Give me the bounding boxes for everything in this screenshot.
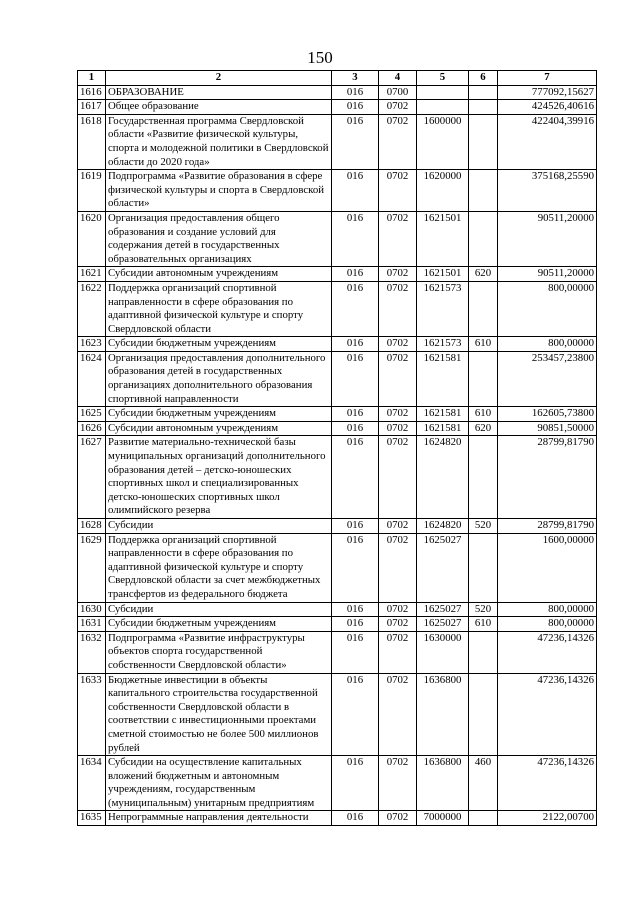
row-code-6 <box>469 533 498 602</box>
row-amount: 424526,40616 <box>498 100 597 115</box>
table-row <box>78 337 597 352</box>
column-header: 2 <box>106 71 332 86</box>
row-name: Государственная программа Свердловской области «Развитие физической культуры, спорта и молодежной политики в Свердловской области до 2020 года» <box>106 114 332 169</box>
row-amount: 47236,14326 <box>498 631 597 673</box>
row-code-4: 0702 <box>379 114 417 169</box>
row-code-5: 1636800 <box>417 756 469 811</box>
row-code-5: 1630000 <box>417 631 469 673</box>
table-row <box>78 519 597 534</box>
column-header: 4 <box>379 71 417 86</box>
row-code-5: 1621573 <box>417 281 469 336</box>
row-code-6 <box>469 281 498 336</box>
row-name: Поддержка организаций спортивной направленности в сфере образования по адаптивной физической культуре и спорту Свердловской области <box>106 281 332 336</box>
row-number: 1633 <box>78 673 106 756</box>
row-code-4: 0702 <box>379 267 417 282</box>
row-name: Организация предоставления дополнительного образования детей в государственных организациях дополнительного образования спортивной направленности <box>106 351 332 406</box>
row-name: Бюджетные инвестиции в объекты капитального строительства государственной собственности Свердловской области в соответствии с инвестиционными проектами сметной стоимостью не более 500 миллионов рублей <box>106 673 332 756</box>
row-number: 1619 <box>78 170 106 212</box>
row-code-5: 1621573 <box>417 337 469 352</box>
row-code-3: 016 <box>332 337 379 352</box>
row-amount: 90511,20000 <box>498 267 597 282</box>
column-header: 7 <box>498 71 597 86</box>
row-code-4: 0702 <box>379 519 417 534</box>
row-code-3: 016 <box>332 617 379 632</box>
row-code-5: 1621501 <box>417 211 469 266</box>
row-code-5: 1625027 <box>417 602 469 617</box>
row-code-5: 1620000 <box>417 170 469 212</box>
row-number: 1618 <box>78 114 106 169</box>
row-code-6: 620 <box>469 421 498 436</box>
row-amount: 47236,14326 <box>498 756 597 811</box>
row-code-3: 016 <box>332 114 379 169</box>
row-code-6: 620 <box>469 267 498 282</box>
row-code-4: 0702 <box>379 811 417 826</box>
row-code-3: 016 <box>332 602 379 617</box>
row-code-6 <box>469 631 498 673</box>
row-code-3: 016 <box>332 281 379 336</box>
row-code-5: 7000000 <box>417 811 469 826</box>
row-name: Субсидии <box>106 519 332 534</box>
row-amount: 28799,81790 <box>498 436 597 519</box>
budget-table <box>77 70 597 826</box>
row-name: Развитие материально-технической базы муниципальных организаций дополнительного образования детей – детско-юношеских спортивных школ и специализированных детско-юношеских спортивных школ олимпийского резерва <box>106 436 332 519</box>
row-code-4: 0702 <box>379 281 417 336</box>
row-amount: 800,00000 <box>498 337 597 352</box>
row-amount: 800,00000 <box>498 602 597 617</box>
row-code-4: 0702 <box>379 337 417 352</box>
row-number: 1629 <box>78 533 106 602</box>
row-name: Субсидии <box>106 602 332 617</box>
table-row <box>78 85 597 100</box>
row-name: Организация предоставления общего образования и создание условий для содержания детей в государственных образовательных организациях <box>106 211 332 266</box>
row-number: 1632 <box>78 631 106 673</box>
row-number: 1634 <box>78 756 106 811</box>
row-code-5: 1621581 <box>417 421 469 436</box>
row-code-6 <box>469 811 498 826</box>
table-row <box>78 421 597 436</box>
row-number: 1616 <box>78 85 106 100</box>
row-amount: 777092,15627 <box>498 85 597 100</box>
row-number: 1625 <box>78 407 106 422</box>
row-code-4: 0702 <box>379 436 417 519</box>
column-header: 6 <box>469 71 498 86</box>
row-code-6 <box>469 351 498 406</box>
row-code-4: 0702 <box>379 407 417 422</box>
row-name: Общее образование <box>106 100 332 115</box>
row-code-3: 016 <box>332 211 379 266</box>
row-number: 1627 <box>78 436 106 519</box>
row-code-5: 1625027 <box>417 533 469 602</box>
row-amount: 253457,23800 <box>498 351 597 406</box>
row-name: Подпрограмма «Развитие образования в сфере физической культуры и спорта в Свердловской области» <box>106 170 332 212</box>
row-amount: 47236,14326 <box>498 673 597 756</box>
row-code-6: 520 <box>469 602 498 617</box>
row-amount: 162605,73800 <box>498 407 597 422</box>
row-amount: 2122,00700 <box>498 811 597 826</box>
table-row <box>78 756 597 811</box>
row-code-3: 016 <box>332 756 379 811</box>
table-row <box>78 631 597 673</box>
row-amount: 1600,00000 <box>498 533 597 602</box>
row-number: 1621 <box>78 267 106 282</box>
row-code-3: 016 <box>332 267 379 282</box>
table-row <box>78 436 597 519</box>
table-row <box>78 673 597 756</box>
table-row <box>78 267 597 282</box>
page-number: 150 <box>307 48 333 67</box>
row-code-3: 016 <box>332 436 379 519</box>
row-code-5: 1636800 <box>417 673 469 756</box>
row-code-6 <box>469 114 498 169</box>
row-code-3: 016 <box>332 631 379 673</box>
row-code-3: 016 <box>332 519 379 534</box>
header-row <box>78 71 597 86</box>
row-code-6: 460 <box>469 756 498 811</box>
row-name: Субсидии автономным учреждениям <box>106 267 332 282</box>
row-number: 1631 <box>78 617 106 632</box>
row-name: Субсидии бюджетным учреждениям <box>106 337 332 352</box>
row-code-6: 610 <box>469 617 498 632</box>
column-header: 3 <box>332 71 379 86</box>
table-row <box>78 407 597 422</box>
table-row <box>78 170 597 212</box>
row-amount: 422404,39916 <box>498 114 597 169</box>
row-code-6 <box>469 436 498 519</box>
row-code-5: 1621581 <box>417 407 469 422</box>
row-code-3: 016 <box>332 85 379 100</box>
row-code-5 <box>417 85 469 100</box>
row-code-6: 610 <box>469 407 498 422</box>
row-number: 1624 <box>78 351 106 406</box>
row-code-4: 0702 <box>379 631 417 673</box>
row-code-3: 016 <box>332 421 379 436</box>
row-amount: 90511,20000 <box>498 211 597 266</box>
row-name: Субсидии бюджетным учреждениям <box>106 617 332 632</box>
row-code-6: 520 <box>469 519 498 534</box>
column-header: 5 <box>417 71 469 86</box>
table-row <box>78 602 597 617</box>
table-row <box>78 211 597 266</box>
row-amount: 375168,25590 <box>498 170 597 212</box>
row-name: Субсидии автономным учреждениям <box>106 421 332 436</box>
row-number: 1622 <box>78 281 106 336</box>
table-row <box>78 617 597 632</box>
row-code-3: 016 <box>332 100 379 115</box>
row-number: 1620 <box>78 211 106 266</box>
row-code-3: 016 <box>332 351 379 406</box>
row-code-6 <box>469 211 498 266</box>
row-code-4: 0702 <box>379 756 417 811</box>
table-row <box>78 351 597 406</box>
row-name: Субсидии на осуществление капитальных вложений бюджетным и автономным учреждениям, государственным (муниципальным) унитарным предприятиям <box>106 756 332 811</box>
row-code-4: 0702 <box>379 421 417 436</box>
row-amount: 800,00000 <box>498 281 597 336</box>
row-number: 1623 <box>78 337 106 352</box>
row-number: 1630 <box>78 602 106 617</box>
row-code-5 <box>417 100 469 115</box>
table-row <box>78 533 597 602</box>
row-code-5: 1621501 <box>417 267 469 282</box>
row-code-5: 1624820 <box>417 436 469 519</box>
row-code-4: 0702 <box>379 673 417 756</box>
row-code-4: 0702 <box>379 100 417 115</box>
row-number: 1626 <box>78 421 106 436</box>
row-code-5: 1621581 <box>417 351 469 406</box>
row-code-6 <box>469 85 498 100</box>
row-amount: 90851,50000 <box>498 421 597 436</box>
row-code-5: 1625027 <box>417 617 469 632</box>
table-row <box>78 811 597 826</box>
row-number: 1617 <box>78 100 106 115</box>
row-code-4: 0702 <box>379 170 417 212</box>
table-row <box>78 114 597 169</box>
row-amount: 28799,81790 <box>498 519 597 534</box>
row-code-3: 016 <box>332 673 379 756</box>
table-row <box>78 100 597 115</box>
row-code-4: 0702 <box>379 351 417 406</box>
table-row <box>78 281 597 336</box>
row-code-3: 016 <box>332 170 379 212</box>
row-code-4: 0702 <box>379 602 417 617</box>
row-code-6 <box>469 100 498 115</box>
row-name: Непрограммные направления деятельности <box>106 811 332 826</box>
row-code-4: 0700 <box>379 85 417 100</box>
row-code-3: 016 <box>332 407 379 422</box>
row-code-5: 1624820 <box>417 519 469 534</box>
row-amount: 800,00000 <box>498 617 597 632</box>
row-name: Подпрограмма «Развитие инфраструктуры объектов спорта государственной собственности Свердловской области» <box>106 631 332 673</box>
column-header: 1 <box>78 71 106 86</box>
row-name: Поддержка организаций спортивной направленности в сфере образования по адаптивной физической культуре и спорту Свердловской области за счет межбюджетных трансфертов из федерального бюджета <box>106 533 332 602</box>
row-code-6 <box>469 673 498 756</box>
row-code-6: 610 <box>469 337 498 352</box>
row-code-5: 1600000 <box>417 114 469 169</box>
row-code-6 <box>469 170 498 212</box>
row-code-4: 0702 <box>379 617 417 632</box>
row-code-4: 0702 <box>379 533 417 602</box>
row-code-4: 0702 <box>379 211 417 266</box>
row-code-3: 016 <box>332 811 379 826</box>
row-number: 1628 <box>78 519 106 534</box>
row-code-3: 016 <box>332 533 379 602</box>
row-name: Субсидии бюджетным учреждениям <box>106 407 332 422</box>
row-name: ОБРАЗОВАНИЕ <box>106 85 332 100</box>
row-number: 1635 <box>78 811 106 826</box>
